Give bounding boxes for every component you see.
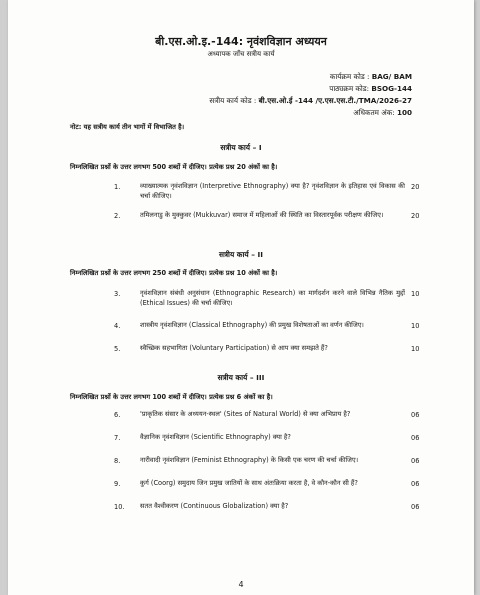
question-marks: 06: [411, 411, 420, 419]
question-marks: 06: [411, 434, 420, 442]
section-title: सत्रीय कार्य – III: [217, 373, 265, 382]
assignment-code-value: बी.एस.ओ.ई -144 /ए.एस.एस.टी./TMA/2026-27: [258, 96, 412, 105]
paper-code-value: BSOG-144: [371, 84, 412, 93]
section-instruction: निम्नलिखित प्रश्नों के उत्तर लगभग 250 शब्दों में दीजिए। प्रत्येक प्रश्न 10 अंकों का है।: [70, 269, 278, 277]
question-marks: 10: [411, 322, 420, 330]
question-text: वैज्ञानिक नृवंशविज्ञान (Scientific Ethnography) क्या है?: [140, 433, 291, 441]
question-number: 4.: [114, 322, 121, 330]
course-code-line: [330, 72, 412, 82]
question-number: 2.: [114, 212, 121, 220]
section-instruction: निम्नलिखित प्रश्नों के उत्तर लगभग 500 शब्दों में दीजिए। प्रत्येक प्रश्न 20 अंकों का है।: [70, 163, 278, 171]
question-number: 9.: [114, 480, 121, 488]
course-code-label: कार्यक्रम कोड :: [329, 72, 370, 81]
assignment-code-line: [209, 96, 412, 106]
question-number: 3.: [114, 290, 121, 298]
note-text: नोट: यह सत्रीय कार्य तीन भागों में विभाजित है।: [70, 123, 185, 131]
paper-code-label: पाठ्यक्रम कोड:: [329, 84, 370, 93]
question-text: कुर्ग (Coorg) समुदाय जिन प्रमुख जातियों के साथ अंतःक्रिया करता है, वे कौन-कौन सी हैं?: [140, 479, 358, 487]
question-number: 1.: [114, 183, 121, 191]
question-number: 7.: [114, 434, 121, 442]
page-title: बी.एस.ओ.इ.-144: नृवंशविज्ञान अध्ययन: [155, 35, 327, 48]
question-text: व्याख्यात्मक नृवंशविज्ञान (Interpretive Ethnography) क्या है? नृवंशविज्ञान के इतिहास एवं विकास की चर्चा कीजिए।: [140, 182, 405, 200]
question-text: शास्त्रीय नृवंशविज्ञान (Classical Ethnography) की प्रमुख विशेषताओं का वर्णन कीजिए।: [140, 321, 364, 329]
question-marks: 20: [411, 183, 420, 191]
section-title: सत्रीय कार्य – I: [220, 143, 262, 152]
question-text: नारीवादी नृवंशविज्ञान (Feminist Ethnography) के किसी एक चरण की चर्चा कीजिए।: [140, 456, 359, 464]
question-text: सतत वैश्वीकरण (Continuous Globalization) क्या है?: [140, 502, 289, 510]
paper-code-line: [329, 84, 412, 94]
question-number: 10.: [114, 503, 125, 511]
question-marks: 10: [411, 345, 420, 353]
question-marks: 06: [411, 457, 420, 465]
question-text: नृवंशविज्ञान संबंधी अनुसंधान (Ethnographic Research) का मार्गदर्शन करने वाले विभिन्न नैतिक मुद्दों (Ethical Issues) की चर्चा कीजिए।: [140, 289, 405, 307]
section-title: सत्रीय कार्य – II: [218, 250, 264, 259]
max-marks-label: अधिकतम अंक:: [353, 108, 395, 117]
question-marks: 20: [411, 212, 420, 220]
question-number: 8.: [114, 457, 121, 465]
question-text: 'प्राकृतिक संसार के अध्ययन-स्थल' (Sites of Natural World) से क्या अभिप्राय है?: [140, 410, 351, 418]
assignment-code-label: सत्रीय कार्य कोड :: [209, 96, 257, 105]
max-marks-value: 100: [396, 108, 412, 117]
page-number: 4: [238, 580, 244, 589]
question-marks: 06: [411, 480, 420, 488]
course-code-value: BAG/ BAM: [371, 72, 412, 81]
question-marks: 10: [411, 290, 420, 298]
document-page: [8, 0, 474, 595]
question-text: तमिलनाडु के मुक्कुवर (Mukkuvar) समाज में महिलाओं की स्थिति का विस्तारपूर्वक परीक्षण कीजिए।: [140, 211, 384, 219]
question-text: स्वैच्छिक सहभागिता (Voluntary Participation) से आप क्या समझते हैं?: [140, 344, 328, 352]
page-subtitle: अध्यापक जाँच सत्रीय कार्य: [207, 50, 275, 58]
question-marks: 06: [411, 503, 420, 511]
question-number: 5.: [114, 345, 121, 353]
max-marks-line: [353, 108, 412, 118]
section-instruction: निम्नलिखित प्रश्नों के उत्तर लगभग 100 शब्दों में दीजिए। प्रत्येक प्रश्न 6 अंकों का है।: [70, 393, 273, 401]
question-number: 6.: [114, 411, 121, 419]
